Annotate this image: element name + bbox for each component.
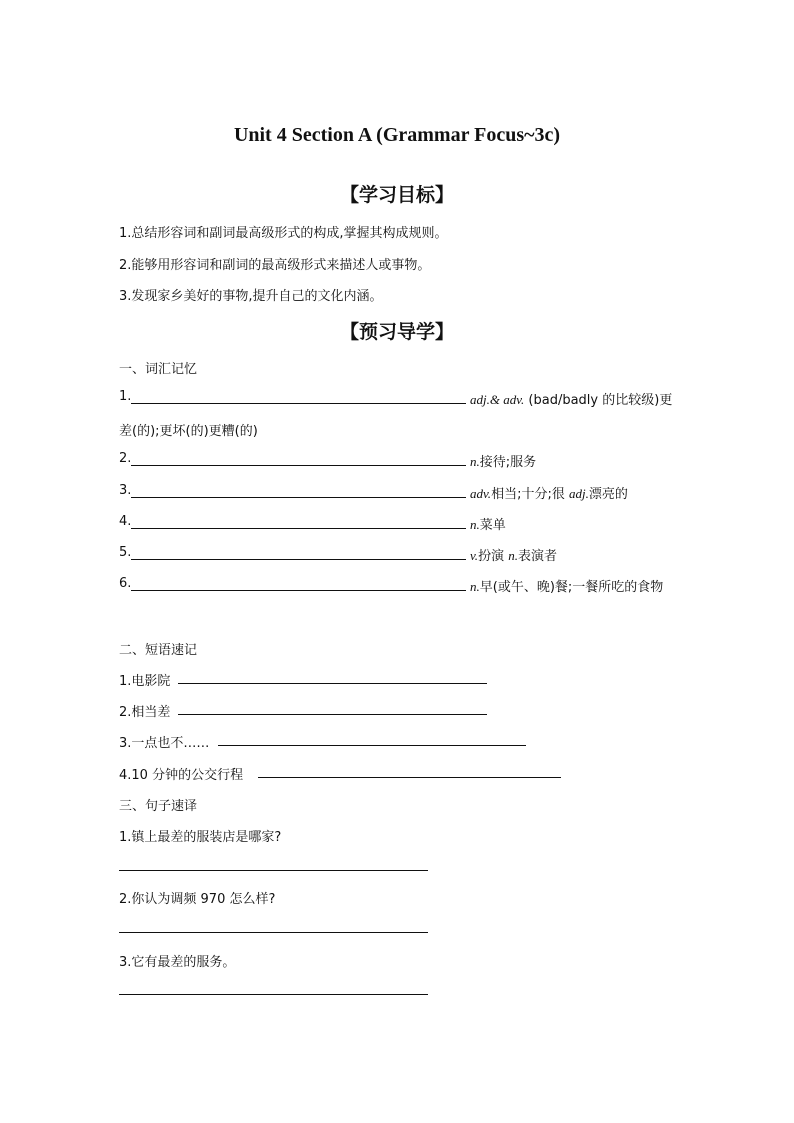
vocab-item-6-number: 6. — [119, 576, 132, 591]
vocab-item-1-pos: adj.& adv. — [470, 392, 525, 407]
sentences-heading: 三、句子速译 — [119, 799, 198, 814]
vocab-item-3-pos2: adj. — [568, 486, 589, 501]
vocab-item-2-pos: n. — [470, 454, 480, 469]
vocab-item-3-blank[interactable] — [131, 497, 466, 498]
vocab-item-4-definition — [470, 514, 506, 533]
vocab-item-5-pos: v. — [470, 548, 479, 563]
phrases-heading: 二、短语速记 — [119, 643, 198, 658]
vocab-item-1-definition — [470, 389, 672, 408]
vocab-item-5-number: 5. — [119, 545, 132, 560]
vocab-item-5-blank[interactable] — [131, 559, 466, 560]
vocab-item-2-definition — [470, 451, 536, 470]
phrase-item-1-blank[interactable] — [178, 683, 487, 684]
phrase-item-1: 1.电影院 — [119, 674, 171, 689]
phrase-item-2: 2.相当差 — [119, 705, 171, 720]
vocab-item-5-meaning: 扮演 — [478, 549, 509, 564]
preview-heading: 【预习导学】 — [339, 321, 454, 343]
phrase-item-2-blank[interactable] — [178, 714, 487, 715]
vocab-item-3-definition — [470, 483, 628, 502]
objective-2: 2.能够用形容词和副词的最高级形式来描述人或事物。 — [119, 258, 431, 273]
vocab-item-1-number: 1. — [119, 389, 132, 404]
vocab-item-1-meaning-cont: 差(的);更坏(的)更糟(的) — [119, 424, 258, 439]
sentence-item-2-blank[interactable] — [119, 932, 428, 933]
vocab-heading: 一、词汇记忆 — [119, 362, 198, 377]
phrase-item-3-blank[interactable] — [218, 745, 526, 746]
vocab-item-3-meaning: 相当;十分;很 — [491, 487, 569, 502]
vocab-item-4-meaning: 菜单 — [479, 518, 506, 533]
vocab-item-4-blank[interactable] — [131, 528, 466, 529]
vocab-item-4-number: 4. — [119, 514, 132, 529]
vocab-item-6-blank[interactable] — [131, 590, 466, 591]
phrase-item-3: 3.一点也不…… — [119, 736, 210, 751]
sentence-item-3-blank[interactable] — [119, 994, 428, 995]
objective-1: 1.总结形容词和副词最高级形式的构成,掌握其构成规则。 — [119, 226, 448, 241]
vocab-item-5-pos2: n. — [508, 548, 518, 563]
vocab-item-4-pos: n. — [470, 517, 480, 532]
vocab-item-5-definition — [470, 545, 557, 564]
vocab-item-6-pos: n. — [470, 579, 480, 594]
sentence-item-1-blank[interactable] — [119, 870, 428, 871]
vocab-item-6-meaning: 早(或午、晚)餐;一餐所吃的食物 — [479, 580, 664, 595]
vocab-item-2-blank[interactable] — [131, 465, 466, 466]
sentence-item-3: 3.它有最差的服务。 — [119, 955, 236, 970]
sentence-item-2: 2.你认为调频 970 怎么样? — [119, 892, 276, 907]
vocab-item-6-definition — [470, 576, 663, 595]
phrase-item-4-blank[interactable] — [258, 777, 561, 778]
objective-3: 3.发现家乡美好的事物,提升自己的文化内涵。 — [119, 289, 383, 304]
vocab-item-1-blank[interactable] — [131, 403, 466, 404]
vocab-item-3-number: 3. — [119, 483, 132, 498]
phrase-item-4: 4.10 分钟的公交行程 — [119, 768, 244, 783]
vocab-item-2-number: 2. — [119, 451, 132, 466]
vocab-item-5-meaning-b: 表演者 — [517, 549, 557, 564]
vocab-item-3-meaning-b: 漂亮的 — [588, 487, 628, 502]
objectives-heading: 【学习目标】 — [339, 184, 454, 206]
vocab-item-1-meaning: (bad/badly 的比较级)更 — [524, 393, 673, 408]
page-title: Unit 4 Section A (Grammar Focus~3c) — [233, 124, 561, 146]
sentence-item-1: 1.镇上最差的服装店是哪家? — [119, 830, 282, 845]
vocab-item-2-meaning: 接待;服务 — [479, 455, 537, 470]
vocab-item-3-pos: adv. — [470, 486, 492, 501]
